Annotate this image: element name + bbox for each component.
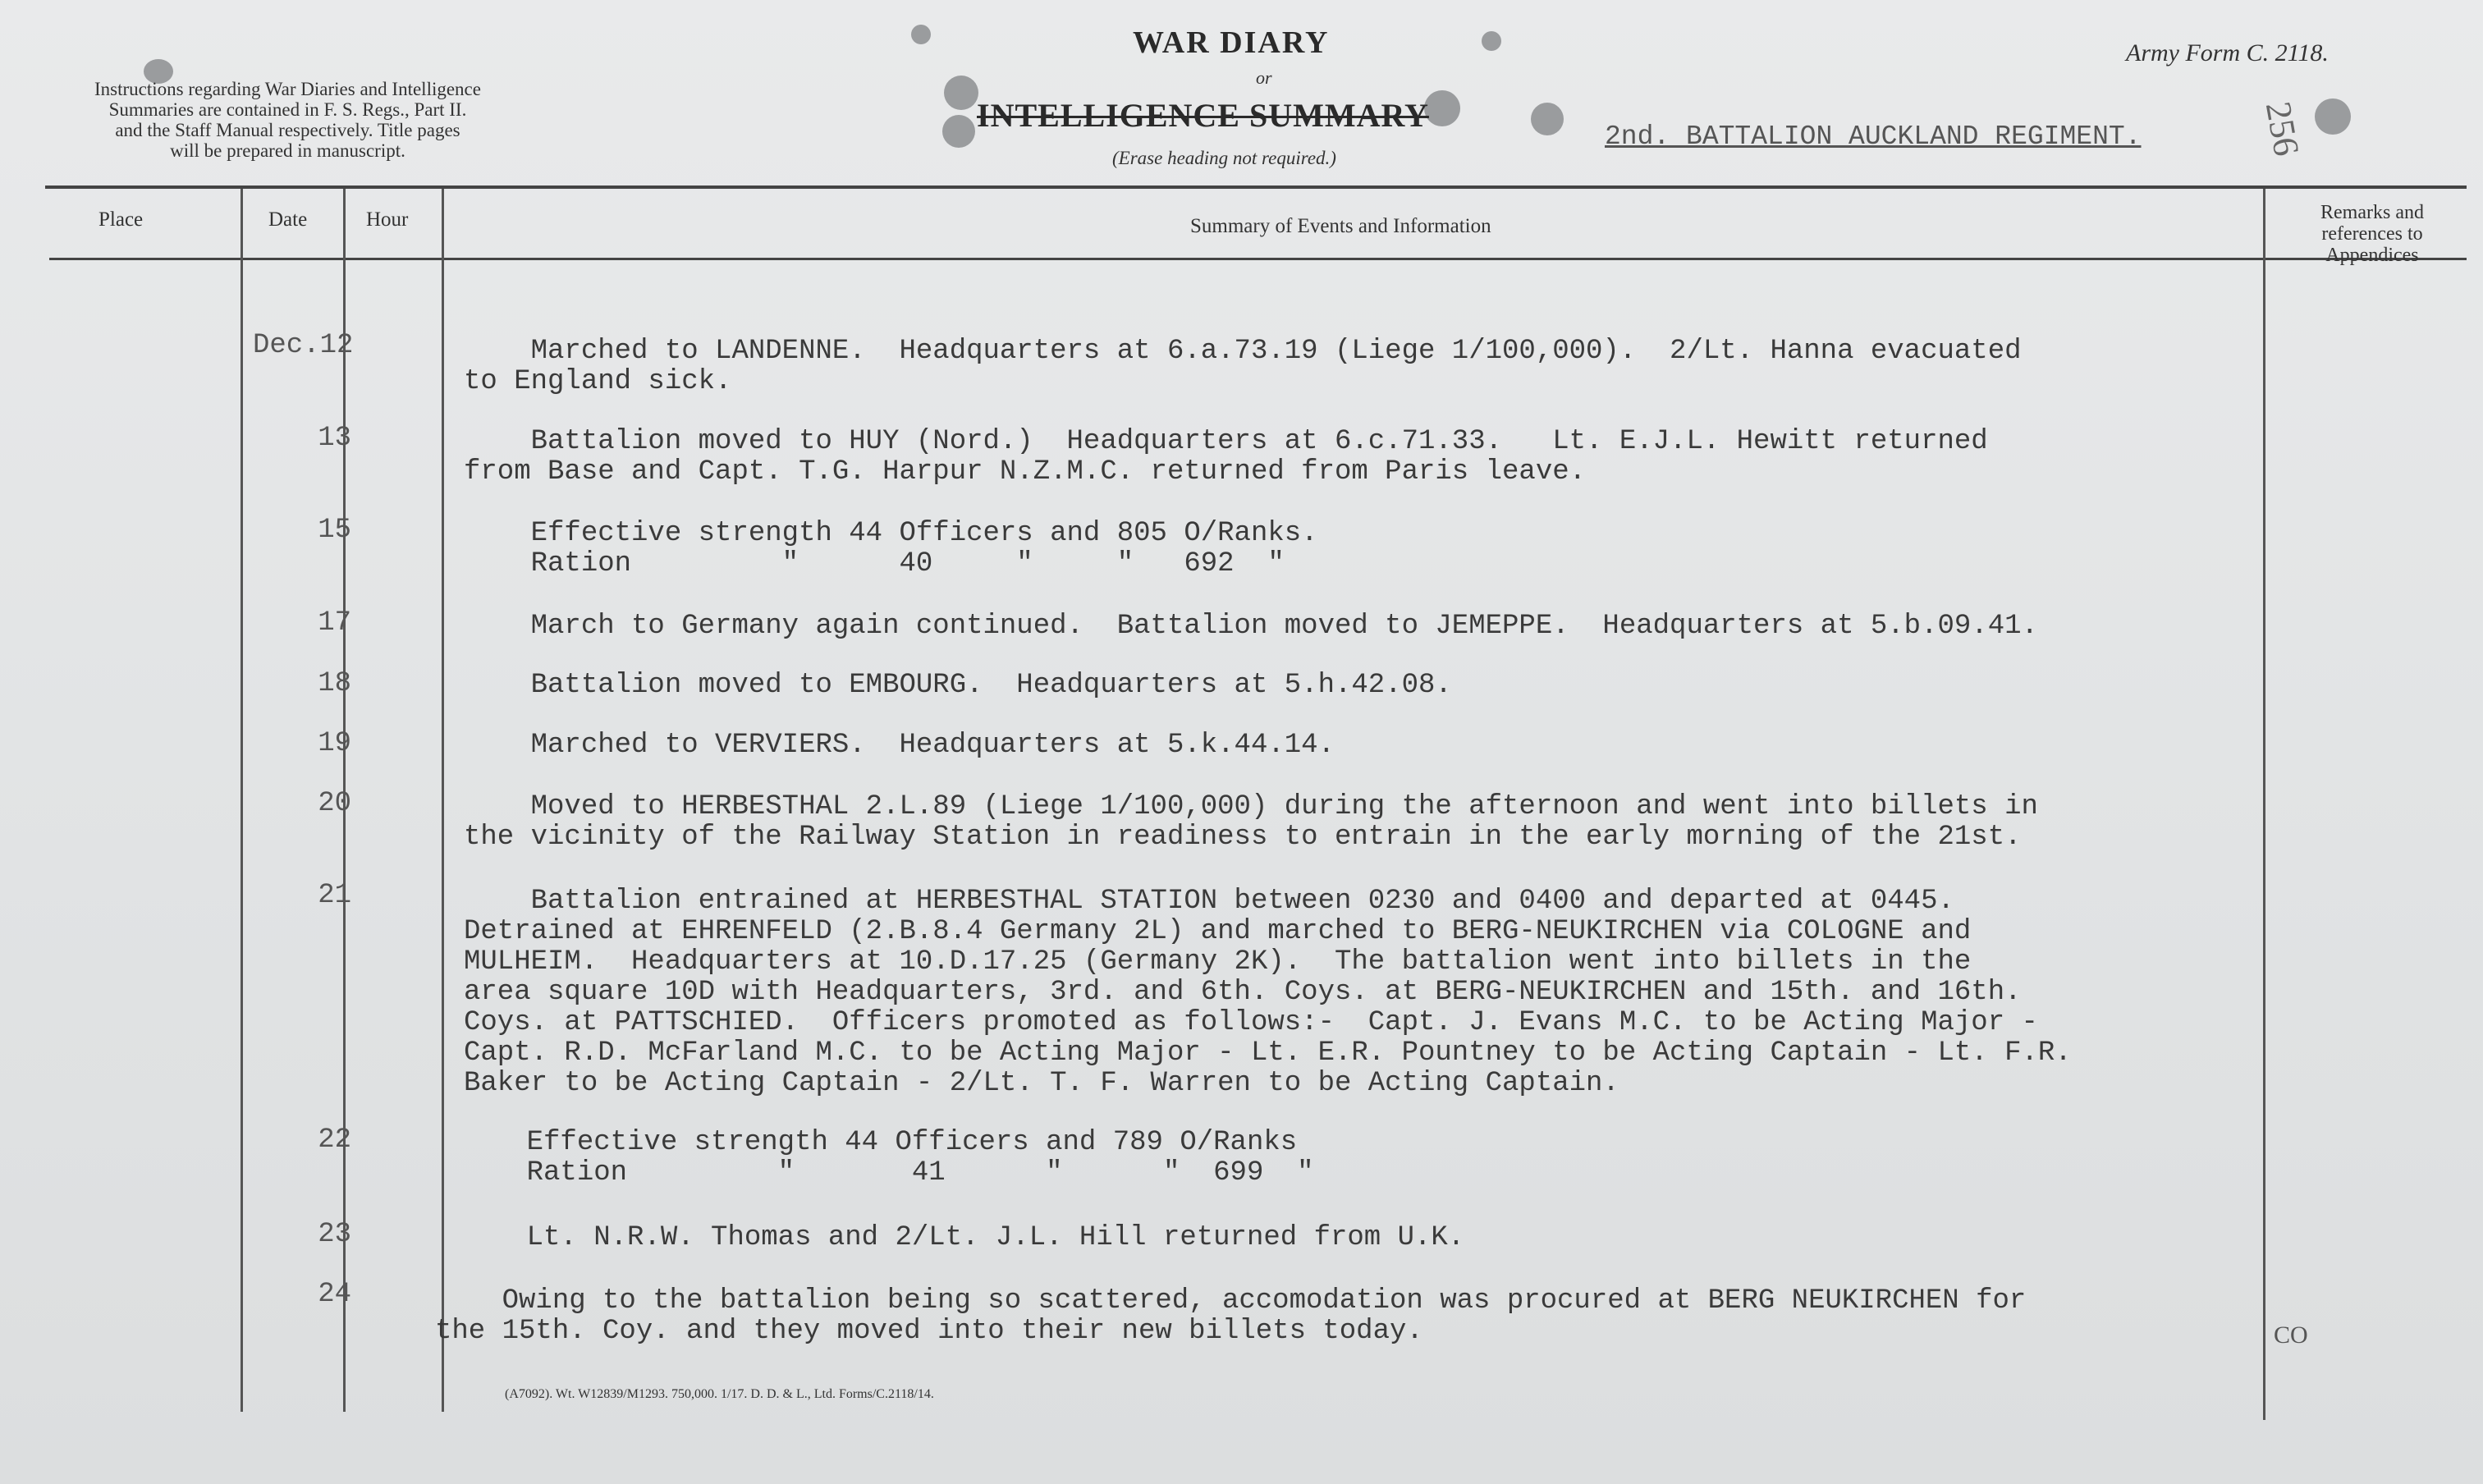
- form-title: WAR DIARY: [1133, 25, 1330, 60]
- punch-hole-title-end: [1531, 103, 1564, 135]
- unit-name: 2nd. BATTALION AUCKLAND REGIMENT.: [1605, 121, 2142, 152]
- entry-date: 23: [318, 1219, 351, 1250]
- table-top-rule: [45, 186, 2467, 189]
- entry-date: 19: [318, 728, 351, 759]
- punch-hole-top-right: [2315, 98, 2351, 135]
- entry-text: [435, 1286, 2026, 1347]
- erase-note: (Erase heading not required.): [1112, 148, 1336, 168]
- entry-text: [464, 337, 2022, 397]
- entry-line: Battalion moved to HUY (Nord.) Headquarters at 6.c.71.33. Lt. E.J.L. Hewitt returned: [464, 426, 1988, 457]
- header-bottom-rule: [49, 258, 2467, 260]
- printer-imprint: (A7092). Wt. W12839/M1293. 750,000. 1/17. D. D. & L., Ltd. Forms/C.2118/14.: [505, 1387, 934, 1401]
- col-header-remarks: Remarks and references to Appendices: [2320, 202, 2424, 266]
- entry-line: Battalion entrained at HERBESTHAL STATION between 0230 and 0400 and departed at 0445.: [464, 886, 1954, 917]
- col-header-hour: Hour: [366, 208, 409, 231]
- entry-line: Coys. at PATTSCHIED. Officers promoted as follows:- Capt. J. Evans M.C. to be Acting Major -: [464, 1007, 2038, 1038]
- col-divider-hour: [442, 189, 444, 1412]
- entry-line: Ration " 40 " " 692 ": [464, 548, 1285, 579]
- title-or: or: [1256, 67, 1272, 88]
- col-divider-place: [241, 189, 243, 1412]
- entry-line: Owing to the battalion being so scattered, accomodation was procured at BERG NEUKIRCHEN for: [435, 1285, 2027, 1317]
- col-divider-remarks: [2263, 189, 2265, 1420]
- entry-text: [460, 1223, 1464, 1253]
- punch-hole-title-left: [944, 76, 978, 110]
- col-header-place: Place: [98, 208, 144, 231]
- form-subtitle: INTELLIGENCE SUMMARY: [977, 97, 1429, 134]
- entry-line: Baker to be Acting Captain - 2/Lt. T. F. Warren to be Acting Captain.: [464, 1068, 1619, 1099]
- entry-date: 21: [318, 880, 351, 911]
- entry-line: Ration " 41 " " 699 ": [460, 1157, 1314, 1189]
- entry-text: [464, 671, 1452, 701]
- entry-date: 17: [318, 607, 351, 639]
- entry-line: Effective strength 44 Officers and 789 O/Ranks: [460, 1127, 1298, 1158]
- entry-line: MULHEIM. Headquarters at 10.D.17.25 (Germany 2K). The battalion went into billets in the: [464, 946, 1972, 978]
- punch-hole-title-right: [1424, 90, 1460, 126]
- entry-line: from Base and Capt. T.G. Harpur N.Z.M.C. returned from Paris leave.: [464, 456, 1587, 488]
- col-header-summary: Summary of Events and Information: [1190, 215, 1491, 237]
- pin-mark-2: [1482, 31, 1501, 51]
- entry-line: Detrained at EHRENFELD (2.B.8.4 Germany 2L) and marched to BERG-NEUKIRCHEN via COLOGNE and: [464, 916, 1972, 947]
- entry-text: [464, 731, 1335, 761]
- entry-date: Dec.12: [253, 330, 354, 361]
- entry-line: March to Germany again continued. Battalion moved to JEMEPPE. Headquarters at 5.b.09.41.: [464, 611, 2038, 642]
- entry-line: area square 10D with Headquarters, 3rd. and 6th. Coys. at BERG-NEUKIRCHEN and 15th. and 16th.: [464, 977, 2022, 1008]
- entry-text: [464, 886, 2072, 1099]
- instructions-line: Instructions regarding War Diaries and Intelligence: [94, 79, 481, 99]
- instructions-line: Summaries are contained in F. S. Regs., Part II.: [108, 99, 467, 120]
- entry-line: to England sick.: [464, 366, 732, 397]
- entry-date: 13: [318, 423, 351, 454]
- pin-mark-1: [911, 25, 931, 44]
- entry-date: 24: [318, 1279, 351, 1310]
- entry-line: Marched to VERVIERS. Headquarters at 5.k.44.14.: [464, 730, 1335, 761]
- instructions-line: and the Staff Manual respectively. Title pages: [115, 120, 460, 140]
- entry-date: 18: [318, 668, 351, 699]
- entry-text: [464, 611, 2038, 642]
- entry-date: 15: [318, 515, 351, 546]
- entry-text: [460, 1128, 1314, 1189]
- entry-line: Lt. N.R.W. Thomas and 2/Lt. J.L. Hill returned from U.K.: [460, 1222, 1465, 1253]
- margin-mark: CO: [2274, 1321, 2308, 1349]
- col-header-date: Date: [268, 208, 308, 231]
- entry-text: [464, 427, 1988, 488]
- instructions-note: [94, 79, 481, 161]
- army-form-number: Army Form C. 2118.: [2126, 39, 2329, 66]
- entry-date: 20: [318, 788, 351, 819]
- entry-line: Capt. R.D. McFarland M.C. to be Acting Major - Lt. E.R. Pountney to be Acting Captain - Lt. F.R.: [464, 1037, 2072, 1069]
- entry-line: Marched to LANDENNE. Headquarters at 6.a.73.19 (Liege 1/100,000). 2/Lt. Hanna evacuated: [464, 336, 2022, 367]
- entry-line: the vicinity of the Railway Station in readiness to entrain in the early morning of the 21st.: [464, 822, 2022, 853]
- entry-line: Effective strength 44 Officers and 805 O/Ranks.: [464, 518, 1318, 549]
- page-number-stamp: 256: [2257, 98, 2307, 159]
- entry-text: [464, 519, 1318, 579]
- entry-line: Moved to HERBESTHAL 2.L.89 (Liege 1/100,000) during the afternoon and went into billets in: [464, 791, 2038, 822]
- entry-text: [464, 792, 2038, 853]
- entry-date: 22: [318, 1124, 351, 1156]
- entry-line: the 15th. Coy. and they moved into their new billets today.: [435, 1316, 1423, 1347]
- entry-line: Battalion moved to EMBOURG. Headquarters at 5.h.42.08.: [464, 670, 1452, 701]
- punch-hole-title-mid: [942, 115, 975, 148]
- instructions-line: will be prepared in manuscript.: [170, 140, 405, 161]
